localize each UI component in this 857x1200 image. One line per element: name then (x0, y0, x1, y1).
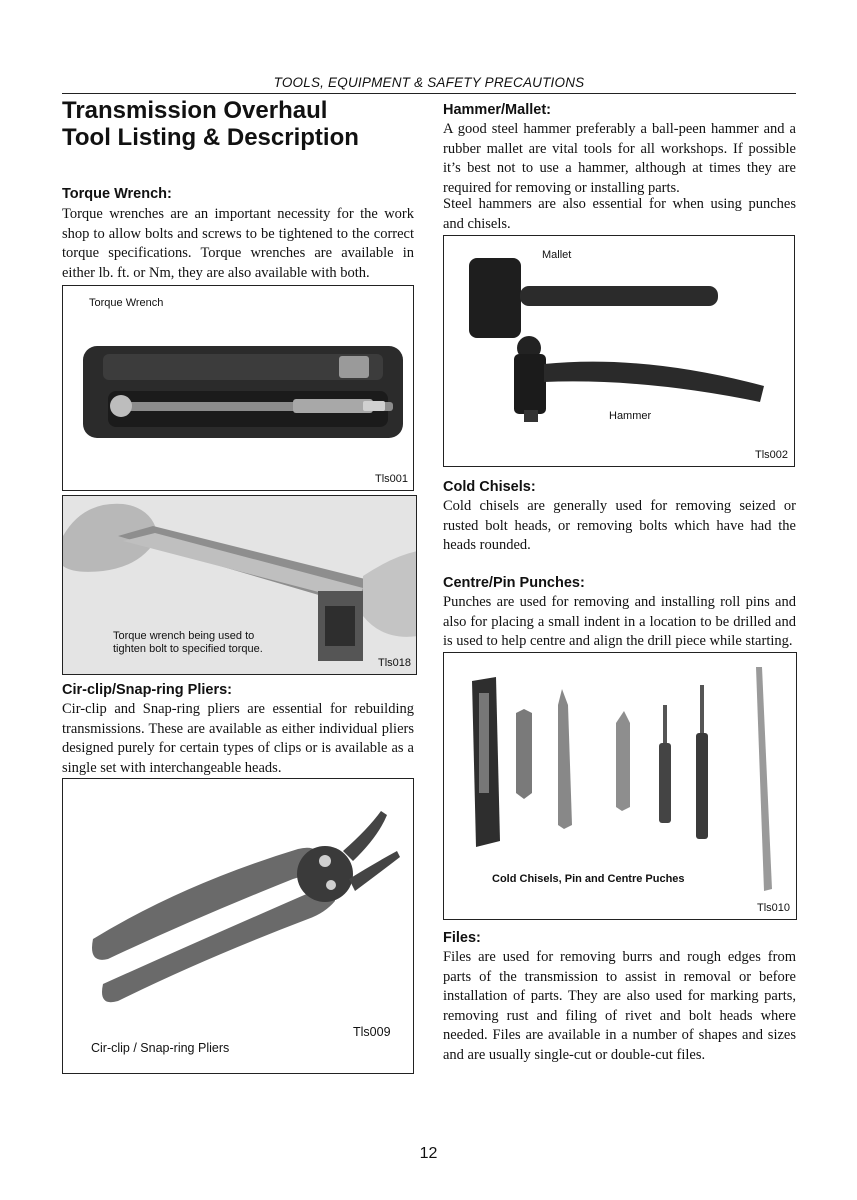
cold-chisels-text: Cold chisels are generally used for removing seized or rusted bolt heads, or removing bolts which have had the heads rounded. (443, 498, 796, 553)
torque-wrench-figure (62, 285, 414, 491)
hammer-mallet-figure (443, 235, 795, 467)
hammer-mallet-illustration (444, 236, 795, 467)
header-rule (62, 93, 796, 94)
torque-wrench-case-illustration (63, 286, 414, 491)
cold-chisels-heading: Cold Chisels: (443, 479, 536, 495)
files-text: Files are used for removing burrs and rough edges from parts of the transmission to assist in removal or before installation of parts. They are also used for marking parts, removing rust and filing of rivet and bolt heads where needed. Files are available in a number of shapes and sizes and are usually single-cut or double-cut files. (443, 949, 796, 1063)
page-title (62, 97, 432, 151)
torque-wrench-figure-id: Tls001 (374, 473, 408, 485)
circlip-pliers-text: Cir-clip and Snap-ring pliers are essential for rebuilding transmissions. These are available as either individual pliers designed purely for certain types of clips or is available as a single set with interchangeable heads. (62, 701, 414, 776)
torque-wrench-use-figure (62, 495, 417, 675)
chisels-punches-figure (443, 652, 797, 920)
chisels-punches-caption: Cold Chisels, Pin and Centre Puches (492, 873, 685, 885)
page-title-line1: Transmission Overhaul (62, 97, 328, 124)
hammer-mallet-text: A good steel hammer preferably a ball-peen hammer and a rubber mallet are vital tools for all workshops. If possible it’s best not to use a hammer, although at times they are required for removing or installing parts. (443, 121, 796, 196)
hammer-mallet-heading: Hammer/Mallet: (443, 102, 551, 118)
torque-wrench-heading: Torque Wrench: (62, 186, 172, 202)
running-header: TOOLS, EQUIPMENT & SAFETY PRECAUTIONS (273, 75, 585, 90)
torque-wrench-text: Torque wrenches are an important necessity for the work shop to allow bolts and screws to be tightened to the correct torque specifications. Torque wrenches are available in either lb. ft. or Nm, they are also available with both. (62, 206, 414, 281)
circlip-pliers-heading: Cir-clip/Snap-ring Pliers: (62, 682, 232, 698)
torque-wrench-use-caption-line2: tighten bolt to specified torque. (113, 643, 263, 655)
circlip-pliers-figure (62, 778, 414, 1074)
files-heading: Files: (443, 930, 481, 946)
hammer-label: Hammer (609, 410, 652, 422)
torque-wrench-use-caption (113, 630, 263, 656)
circlip-pliers-caption: Cir-clip / Snap-ring Pliers (91, 1041, 230, 1055)
punches-text: Punches are used for removing and installing roll pins and also for placing a small indent in a location to be drilled and is used to help centre and align the drill piece while starting. (443, 594, 796, 649)
mallet-label: Mallet (542, 249, 572, 261)
hammer-mallet-figure-id: Tls002 (754, 449, 788, 461)
punches-heading: Centre/Pin Punches: (443, 575, 585, 591)
torque-wrench-caption: Torque Wrench (89, 297, 164, 309)
torque-wrench-use-caption-line1: Torque wrench being used to (113, 630, 255, 642)
hammer-mallet-text-2: Steel hammers are also essential for when using punches and chisels. (443, 196, 796, 232)
page-title-line2: Tool Listing & Description (62, 124, 359, 151)
torque-wrench-use-figure-id: Tls018 (377, 657, 411, 669)
page-number: 12 (419, 1145, 438, 1162)
chisels-punches-figure-id: Tls010 (756, 902, 790, 914)
circlip-pliers-figure-id: Tls009 (353, 1025, 391, 1039)
